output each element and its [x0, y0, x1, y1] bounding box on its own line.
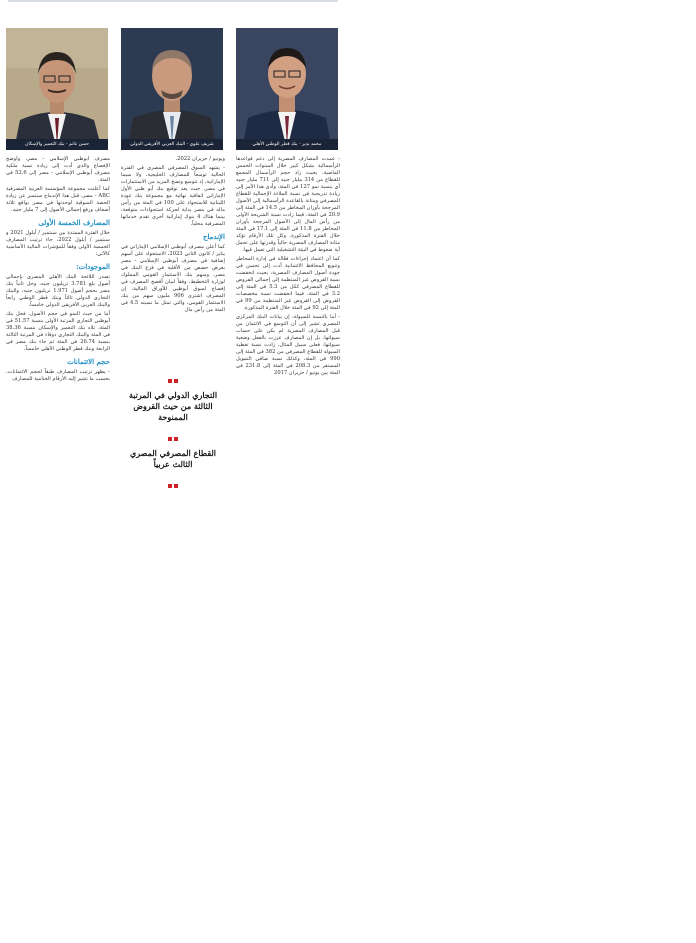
paragraph: كما أعلن مصرف أبوظبي الإسلامي الإماراتي في يناير / كانون الثاني 2023، الاستحواذ على أسهم إضافية في مصرف أبوظبي الإسلامي - مصر بغرض حصص من الأقلية في فرع البنك في مصر، ومنهم بنك الاستثمار القومي المملوك لوزارة التخطيط، وفقاً لبيان أفصح المصرف في إفصاح لسوق أبوظبي للأوراق المالية، إن المصرف اشترى 906 مليون سهم من بنك الاستثمار القومي، والتي تمثل ما نسبته 4.5 في المئة من رأس مال	[121, 244, 225, 313]
paragraph: خلال الفترة الممتدة بين سبتمبر / أيلول 2021 و سبتمبر / أيلول 2022، جاء ترتيب المصارف الخمسة الأولى وفقاً للمؤشرات المالية الأساسية كالآتي:	[6, 230, 110, 257]
photo-caption: شريف علوي - البنك العربي الأفريقي الدولي	[121, 139, 223, 150]
section-heading: المصارف الخمسة الأولى	[38, 218, 110, 227]
portrait-photo-mohamed-bedeir	[236, 28, 338, 150]
red-square-bullet	[168, 437, 172, 441]
red-square-bullet	[174, 379, 178, 383]
paragraph: - عمدت المصارف المصرية إلى دعم قواعدها الرأسمالية بشكل كبير خلال السنوات الخمس الماضية، بحيث زاد حجم الرأسمال المجمع للقطاع من 314 مليار جنيه إلى 711 مليار جنيه أي بنسبة نمو 127 في المئة، وأدى هذا الأمر إلى زيادة تدريجية في نسبة الملاءة الإجمالية للقطاع المصرفي ومتانة بالقاعدة الرأسمالية إلى الأصول المرجحة بأوزان المخاطر من 14.5 في المئة إلى 20.9 في المئة، فيما زادت نسبة الشريحة الأولى من رأس المال إلى الأصول المرجحة بأوزان المخاطر من 11.8 في المئة إلى 17.1 في المئة خلال الفترة المذكورة. وكل تلك الأرقام تؤكد متانة المصارف المصرية حالياً وقدرتها على تحمل أية ضغوط في البيئة التشغيلية التي تعمل فيها.	[236, 156, 340, 253]
top-rule	[8, 0, 338, 2]
pull-quotes	[120, 368, 226, 492]
pull-quote: التجاري الدولي في المرتبة الثالثة من حيث القروض الممنوحة	[128, 390, 218, 422]
portrait-image	[236, 28, 338, 150]
paragraph: كما أن اعتماد إجراءات فعّالة في إدارة المخاطر وتنويع المحافظ الائتمانية أدت إلى تحسن في جودة أصول المصارف المصرية، بحيث انخفضت نسبة القروض غير المنتظمة إلى إجمالي القروض للقطاع المصرفي ككل من 5.3 في المئة إلى 3.2 في المئة، فيما انخفضت نسبة مخصصات القروض إلى القروض غير المنتظمة من 99 في المئة إلى 92 في المئة خلال الفترة المذكورة.	[236, 256, 340, 311]
pull-quote: القطاع المصرفي المصري الثالث عربياً	[129, 448, 217, 469]
portrait-photo-sherif-alwi	[121, 28, 223, 150]
paragraph: - يظهر ترتيب المصارف طبقاً لحجم الائتمانات، بحسب ما تشير إليه الأرقام الختامية للمصارف	[6, 369, 110, 382]
red-square-bullet	[168, 379, 172, 383]
paragraph: مصرف أبوظبي الإسلامي - مصر، وأوضح الإفصاح والذي أدت إلى زيادة نسبة ملكية مصرف أبوظبي الإسلامي - مصر إلى 52.6 في المئة.	[6, 156, 110, 183]
paragraph: كما أعلنت مجموعة المؤسسة العربية المصرفية ABC - مصر، قبل هذا الإندماج سبتمبر عن زيادة الحصة السوقية لوحدتها في مصر بواقع ثلاثة أضعاف ورفع إجمالي الأصول إلى 7 مليار جنيه.	[6, 186, 110, 213]
portrait-photo-hassan-ghanem	[6, 28, 108, 150]
section-heading: الموجودات:	[76, 262, 110, 271]
portrait-image	[6, 28, 108, 150]
paragraph: ويونيو / حزيران 2022.	[175, 156, 225, 162]
article-column-right	[236, 156, 340, 468]
paragraph: تصدر اللائحة البنك الأهلي المصري بإجمالي أصول بلغ 3.781 تريليون جنيه، وحل ثانياً بنك مصر بحجم أصول 1.971 تريليون جنيه، والبنك التجاري الدولي ثالثاً وبنك قطر الوطني رابعاً والبنك العربي الأفريقي الدولي خامساً.	[6, 274, 110, 308]
photo-caption: حسن غانم - بنك التعمير والإسكان	[6, 139, 108, 150]
red-square-bullet	[174, 437, 178, 441]
section-heading: الإندماج	[203, 232, 225, 241]
red-square-bullet	[168, 484, 172, 488]
paragraph: - يشهد السوق المصرفي المصري في الفترة الحالية توسعاً للمصارف الخليجية، ولا سيما الإماراتية، إذ تتوسع وتضخ المزيد من الاستثمارات في مصر، حيث يعد توقيع بنك أبو ظبي الأول الإماراتي اتفاقية نهائية مع مجموعة بنك عودة اللبنانية للاستحواذ على 100 في المئة من رأس ماله في مصر بداية لحركة استحواذات متوقعة، بينما هناك 4 بنوك إماراتية أخرى تقدم خدماتها المصرفية محلياً.	[121, 165, 225, 227]
article-column-middle	[121, 156, 225, 366]
portrait-image	[121, 28, 223, 150]
red-square-bullet	[174, 484, 178, 488]
section-heading: حجم الائتمانات	[67, 357, 110, 366]
paragraph: - أما بالنسبة للسيولة، إن بيانات البنك المركزي المصري تشير إلى أن التوسع في الائتمان من قبل المصارف المصرية لم يكن على حساب سيولتها، بل إن المصارف عززت بالفعل وضعية سيولتها. فعلى سبيل المثال، زادت نسبة تغطية السيولة للقطاع المصرفي من 382 في المئة إلى 990 في المئة، وكذلك نسبة صافي التمويل المستقر من 208.3 في المئة إلى 231.8 في المئة بين يونيو / حزيران 2017	[236, 314, 340, 376]
paragraph: أما من حيث النمو في حجم الأصول، فحل بنك أبوظبي التجاري المرتبة الأولى بنسبة 51.57 في المئة، تلاه بنك التعمير والإسكان بنسبة 38.36 في المئة والبنك التجاري دوفاء في المرتبة الثالثة بنسبة 26.74 في المئة ثم جاء بنك مصر في الرابعة وبنك قطر الوطني الأهلي خامساً.	[6, 311, 110, 352]
article-column-left	[6, 156, 110, 468]
photo-caption: محمد بدير - بنك قطر الوطني الأهلي	[236, 139, 338, 150]
